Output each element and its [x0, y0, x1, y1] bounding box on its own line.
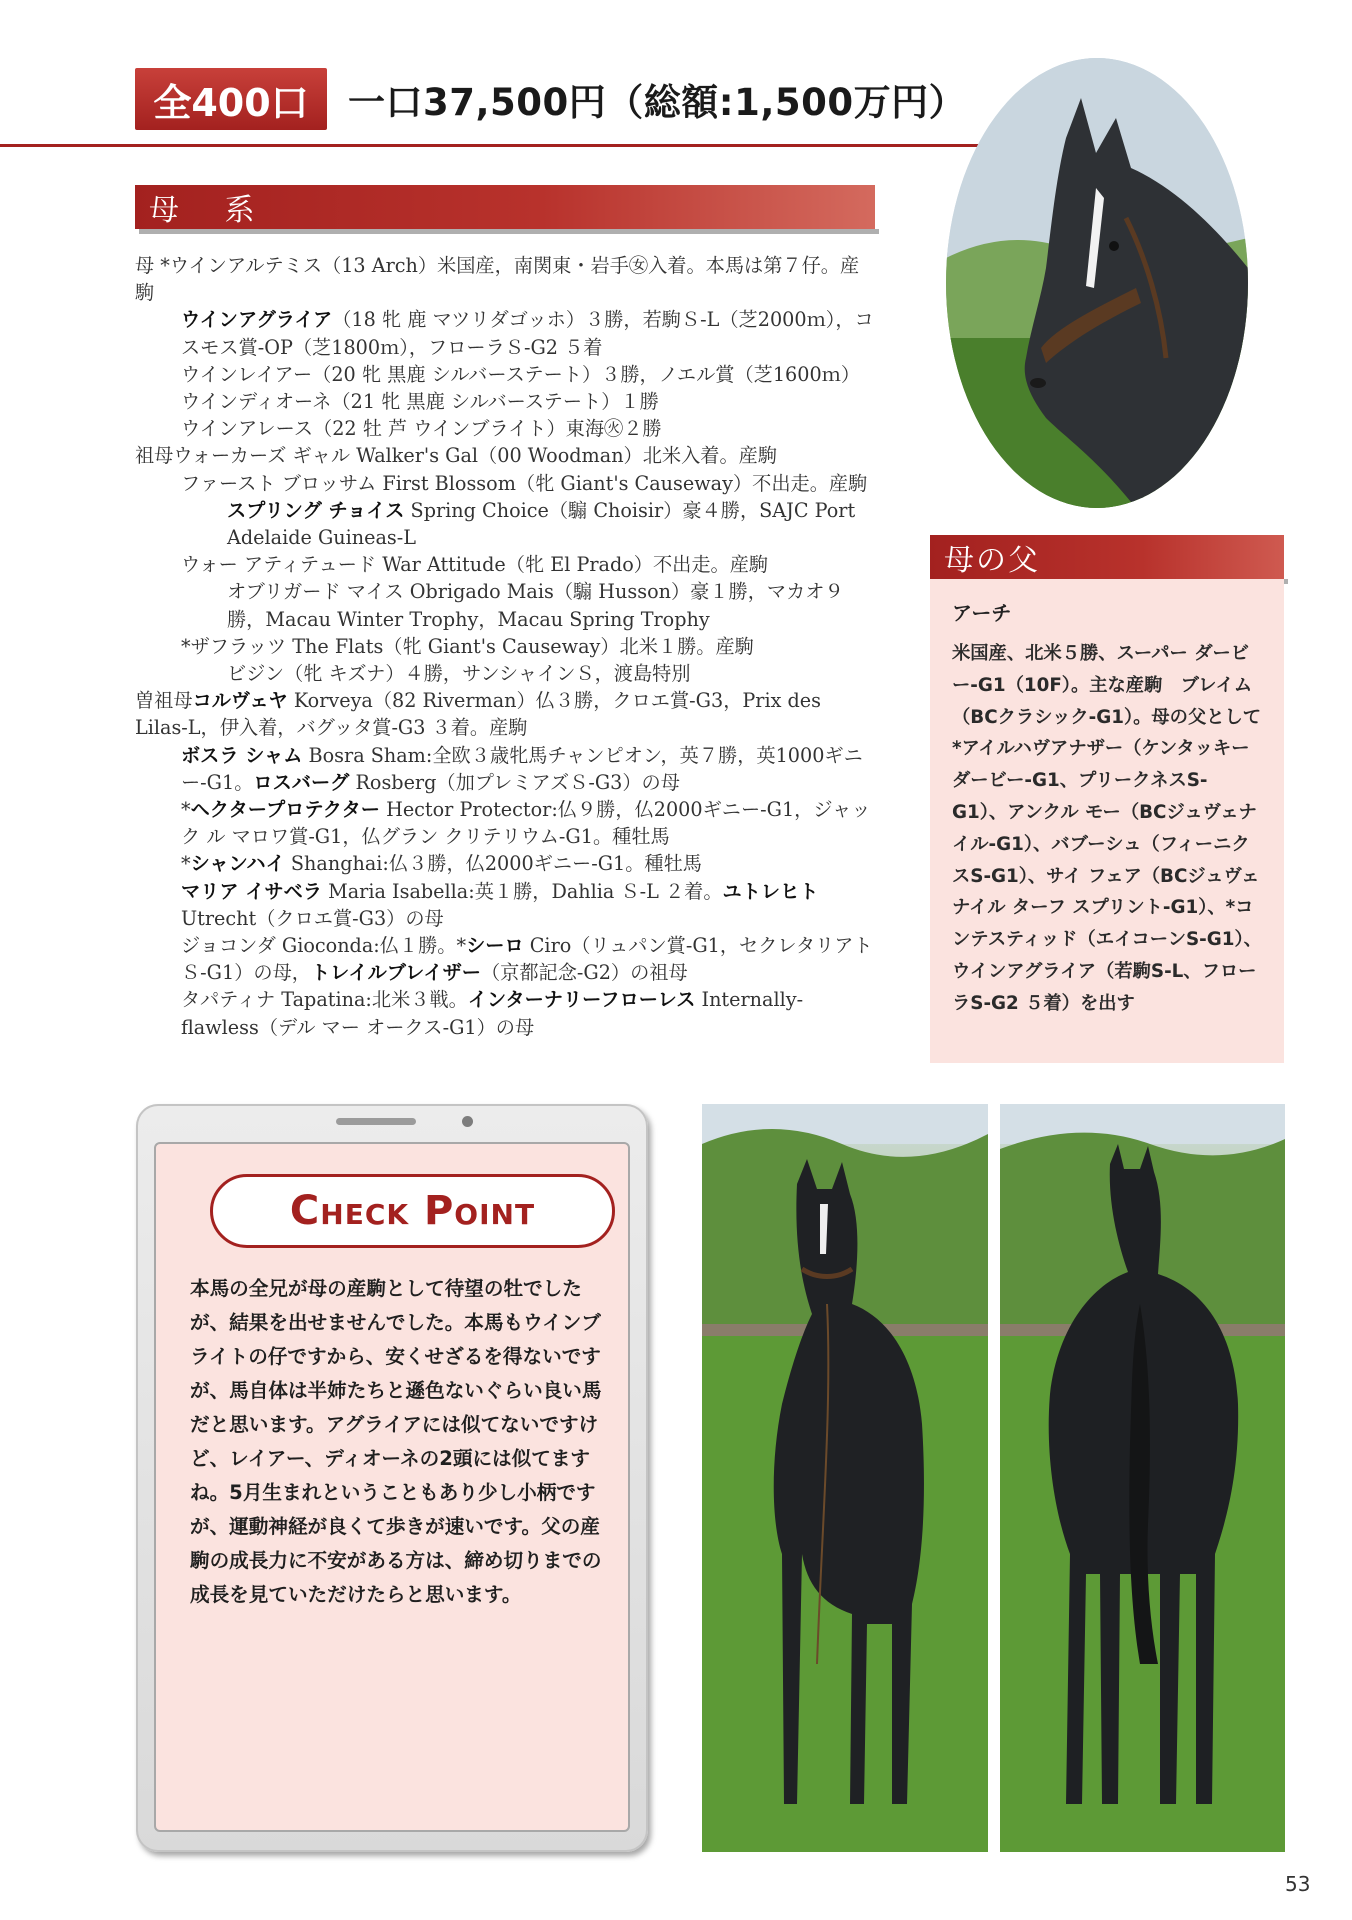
- damsire-name: アーチ: [952, 601, 1012, 625]
- horse-name: ボスラ シャム: [181, 743, 303, 767]
- pedigree-text: タパティナ Tapatina:北米３戦。: [181, 988, 468, 1012]
- maternal-line-header: [135, 185, 875, 229]
- pedigree-line: [135, 986, 877, 1040]
- damsire-description: 米国産、北米５勝、スーパー ダービー-G1（10F）。主な産駒 ブレイム（BCクラシック-G1）。母の父として*アイルハヴアナザー（ケンタッキー ダービー-G1、プリークネスS-G1）、アンクル モー（BCジュヴェナイル-G1）、バブーシュ（フィーニクスS-G1）、サイ フェア（BCジュヴェナイル ターフ スプリント-G1）、*コンテスティッド（エイコーンS-G1）、ウインアグライア（若駒S-L、フローラS-G2 ５着）を出す: [952, 643, 1262, 1014]
- pedigree-text: 母 *ウインアルテミス（13 Arch）米国産，南関東・岩手㊛入着。本馬は第７仔。産駒: [135, 254, 860, 305]
- pedigree-text: ファースト ブロッサム First Blossom（牝 Giant's Causeway）不出走。産駒: [181, 471, 868, 495]
- pedigree-line: [135, 388, 877, 415]
- pedigree-text: Spring Choice（騸 Choisir）豪４勝，SAJC Port Adelaide Guineas-L: [227, 498, 856, 550]
- pedigree-text: ウインアレース（22 牡 芦 ウインブライト）東海㊋２勝: [181, 417, 662, 441]
- pedigree-line: [135, 252, 877, 306]
- maternal-pedigree-text: [135, 252, 877, 1041]
- checkpoint-title: Check Point: [289, 1188, 536, 1234]
- pedigree-text: 曽祖母: [135, 689, 193, 713]
- horse-name: トレイルブレイザー: [310, 961, 481, 985]
- pedigree-text: 祖母ウォーカーズ ギャル Walker's Gal（00 Woodman）北米入着。産駒: [135, 444, 778, 468]
- damsire-panel: [930, 579, 1284, 1063]
- pedigree-line: [135, 361, 877, 388]
- pedigree-line: [135, 551, 877, 578]
- horse-name: インターナリーフローレス: [467, 988, 696, 1012]
- pedigree-text: （京都記念-G2）の祖母: [480, 961, 688, 985]
- pedigree-text: Maria Isabella:英１勝，Dahlia Ｓ-L ２着。: [322, 879, 723, 903]
- horse-name: シーロ: [466, 934, 524, 958]
- pedigree-text: *: [181, 852, 191, 876]
- pedigree-line: [135, 497, 877, 551]
- pedigree-text: Bosra Sham:全欧３歳牝馬チャンピオン，英７勝，英1000ギニー-G1。: [181, 743, 863, 794]
- pedigree-text: Internally-flawless（デル マー オークス-G1）の母: [181, 988, 804, 1039]
- pedigree-text: ジョコンダ Gioconda:仏１勝。*: [181, 934, 467, 958]
- pedigree-line: [135, 470, 877, 497]
- horse-name: コルヴェヤ: [192, 689, 288, 713]
- page-number: 53: [1285, 1872, 1311, 1896]
- pedigree-text: ウォー アティテュード War Attitude（牝 El Prado）不出走。産駒: [181, 553, 769, 577]
- pedigree-text: Korveya（82 Riverman）仏３勝，クロエ賞-G3，Prix des Lilas-L，伊入着，バグッタ賞-G3 ３着。産駒: [135, 689, 822, 740]
- pedigree-line: [135, 850, 877, 877]
- pedigree-text: Rosberg（加プレミアズＳ-G3）の母: [349, 770, 680, 794]
- pedigree-text: Shanghai:仏３勝，仏2000ギニー-G1。種牡馬: [284, 852, 702, 876]
- pedigree-text: Utrecht（クロエ賞-G3）の母: [181, 906, 444, 930]
- horse-portrait-photo: [946, 58, 1248, 508]
- pedigree-text: *ザフラッツ The Flats（牝 Giant's Causeway）北米１勝。産駒: [181, 634, 754, 658]
- pedigree-line: [135, 878, 877, 932]
- pedigree-text: ビジン（牝 キズナ）４勝，サンシャインＳ，渡島特別: [227, 662, 691, 686]
- horse-front-photo: [702, 1104, 988, 1852]
- checkpoint-body: 本馬の全兄が母の産駒として待望の牡でしたが、結果を出せませんでした。本馬もウインブライトの仔ですから、安くせざるを得ないですが、馬自体は半姉たちと遜色ないぐらい良い馬だと思います。アグライアには似てないですけど、レイアー、ディオーネの2頭には似てますね。5月生まれということもあり少し小柄ですが、運動神経が良くて歩きが速いです。父の産駒の成長力に不安がある方は、締め切りまでの成長を見ていただけたらと思います。: [190, 1277, 602, 1606]
- horse-name: ユトレヒト: [722, 879, 819, 903]
- pedigree-text: オブリガード マイス Obrigado Mais（騸 Husson）豪１勝，マカオ９勝，Macau Winter Trophy，Macau Spring Trophy: [227, 580, 844, 631]
- damsire-title: 母の父: [944, 543, 1040, 578]
- horse-name: シャンハイ: [190, 852, 285, 876]
- pedigree-line: [135, 415, 877, 442]
- pedigree-text: ウインレイアー（20 牝 黒鹿 シルバーステート）３勝，ノエル賞（芝1600ｍ）: [181, 362, 861, 386]
- pedigree-text: Ciro（リュパン賞-G1，セクレタリアトＳ-G1）の母，: [181, 934, 873, 985]
- pedigree-text: Hector Protector:仏９勝，仏2000ギニー-G1，ジャック ル マロワ賞-G1，仏グラン クリテリウム-G1。種牡馬: [181, 798, 871, 849]
- price-line: 一口37,500円（総額:1,500万円）: [348, 81, 967, 124]
- pedigree-line: [135, 796, 877, 850]
- tablet-speaker: [336, 1118, 416, 1125]
- shares-label: 全400口: [153, 80, 309, 125]
- horse-name: ウインアグライア: [181, 308, 333, 332]
- pedigree-line: [135, 442, 877, 469]
- horse-name: ヘクタープロテクター: [190, 798, 380, 822]
- pedigree-text: ウインディオーネ（21 牝 黒鹿 シルバーステート）１勝: [181, 390, 659, 414]
- horse-name: ロスバーグ: [253, 770, 350, 794]
- horse-name: マリア イサベラ: [181, 879, 322, 903]
- horse-rear-photo: [1000, 1104, 1285, 1852]
- pedigree-line: [135, 306, 877, 360]
- pedigree-line: [135, 633, 877, 660]
- checkpoint-title-pill: [210, 1174, 615, 1248]
- tablet-camera-icon: [462, 1116, 473, 1127]
- damsire-header: [930, 535, 1284, 579]
- pedigree-line: [135, 660, 877, 687]
- pedigree-text: （18 牝 鹿 マツリダゴッホ）３勝，若駒Ｓ-L（芝2000ｍ），コスモス賞-OP（芝1800ｍ），フローラＳ-G2 ５着: [181, 308, 874, 359]
- maternal-line-title: 母 系: [149, 193, 273, 228]
- pedigree-text: *: [181, 798, 191, 822]
- header-rule: [0, 144, 990, 147]
- pedigree-line: [135, 742, 877, 796]
- horse-name: スプリング チョイス: [227, 498, 405, 522]
- checkpoint-screen: [154, 1142, 630, 1832]
- pedigree-line: [135, 578, 877, 632]
- pedigree-line: [135, 932, 877, 986]
- checkpoint-tablet: [136, 1104, 648, 1852]
- shares-badge: [135, 68, 327, 130]
- pedigree-line: [135, 687, 877, 741]
